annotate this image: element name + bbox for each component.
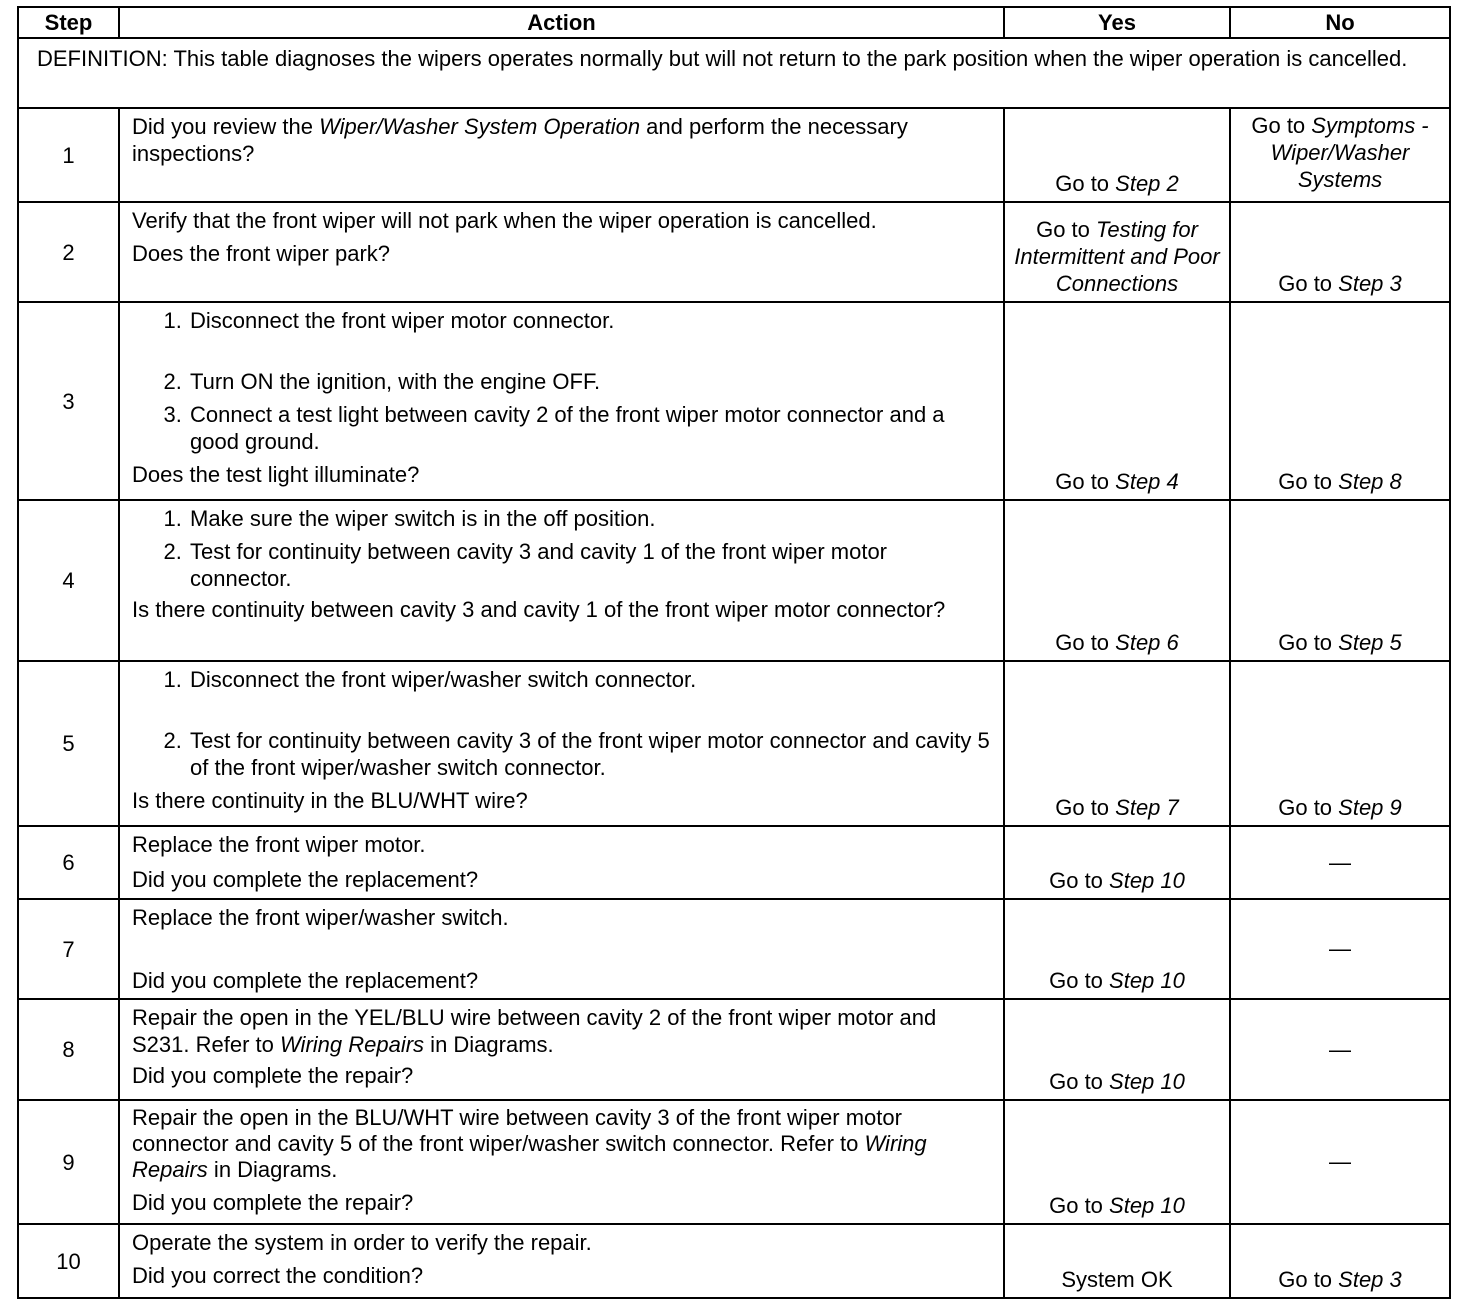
step-number: 1 — [18, 108, 119, 202]
action-cell — [119, 661, 1004, 826]
table-row — [18, 302, 1450, 500]
list-item: 1. Disconnect the front wiper motor connector. — [188, 307, 993, 334]
step-number: 10 — [18, 1224, 119, 1298]
step-number: 7 — [18, 899, 119, 999]
list-item: 2. Test for continuity between cavity 3 and cavity 1 of the front wiper motor connector. — [188, 538, 993, 592]
step-number: 3 — [18, 302, 119, 500]
no-cell: — — [1230, 826, 1450, 899]
step-link[interactable]: Step 5 — [1338, 630, 1402, 655]
reference-link[interactable]: Testing for Intermittent and Poor Connections — [1014, 217, 1220, 296]
question-text: Did you complete the replacement? — [132, 867, 479, 892]
reference-link[interactable]: Wiper/Washer System Operation — [319, 114, 641, 139]
header-yes: Yes — [1004, 7, 1230, 38]
step-link[interactable]: Step 7 — [1115, 795, 1179, 820]
yes-cell: System OK — [1004, 1224, 1230, 1298]
no-cell: Go to Step 3 — [1230, 202, 1450, 302]
action-cell: Verify that the front wiper will not park when the wiper operation is cancelled. Does the front wiper park? — [119, 202, 1004, 302]
yes-cell: Go to Step 10 — [1004, 999, 1230, 1100]
list-item: 2. Turn ON the ignition, with the engine OFF. — [188, 368, 993, 395]
list-item: 1. Make sure the wiper switch is in the off position. — [188, 505, 993, 532]
no-cell: Go to Step 9 — [1230, 661, 1450, 826]
yes-cell: Go to Step 10 — [1004, 826, 1230, 899]
table-row — [18, 202, 1450, 302]
no-cell: — — [1230, 899, 1450, 999]
table-row — [18, 899, 1450, 999]
definition-row — [18, 38, 1450, 108]
step-link[interactable]: Step 4 — [1115, 469, 1179, 494]
action-cell: Repair the open in the BLU/WHT wire between cavity 3 of the front wiper motor connector and cavity 5 of the front wiper/washer switch connector. Refer to Wiring Repairs in Diagrams. Did you complete the repair? — [119, 1100, 1004, 1224]
list-item: 2. Test for continuity between cavity 3 of the front wiper motor connector and cavity 5 of the front wiper/washer switch connector. — [188, 727, 993, 781]
step-number: 5 — [18, 661, 119, 826]
step-number: 8 — [18, 999, 119, 1100]
yes-cell: Go to Step 10 — [1004, 1100, 1230, 1224]
header-row — [18, 7, 1450, 38]
no-cell: Go to Step 5 — [1230, 500, 1450, 661]
question-text: Is there continuity between cavity 3 and cavity 1 of the front wiper motor connector? — [132, 597, 946, 622]
no-cell: — — [1230, 1100, 1450, 1224]
table-row — [18, 661, 1450, 826]
reference-link[interactable]: Wiring Repairs — [132, 1131, 927, 1182]
action-cell — [119, 302, 1004, 500]
step-link[interactable]: Step 3 — [1338, 1267, 1402, 1292]
no-cell: Go to Step 3 — [1230, 1224, 1450, 1298]
yes-cell: Go to Step 7 — [1004, 661, 1230, 826]
question-text: Did you complete the repair? — [132, 1190, 414, 1215]
step-number: 9 — [18, 1100, 119, 1224]
procedure-list — [132, 307, 993, 455]
list-item: 3. Connect a test light between cavity 2 of the front wiper motor connector and a good ground. — [188, 401, 993, 455]
action-cell: Replace the front wiper/washer switch. Did you complete the replacement? — [119, 899, 1004, 999]
diagnostic-table — [17, 6, 1451, 1299]
table-row — [18, 826, 1450, 899]
question-text: Did you correct the condition? — [132, 1263, 424, 1288]
step-link[interactable]: Step 10 — [1109, 1193, 1185, 1218]
step-number: 4 — [18, 500, 119, 661]
procedure-list — [132, 666, 993, 781]
action-cell: Did you review the Wiper/Washer System Operation and perform the necessary inspections? — [119, 108, 1004, 202]
table-row — [18, 999, 1450, 1100]
step-link[interactable]: Step 10 — [1109, 1069, 1185, 1094]
header-no: No — [1230, 7, 1450, 38]
step-number: 6 — [18, 826, 119, 899]
action-cell: Repair the open in the YEL/BLU wire between cavity 2 of the front wiper motor and S231. Refer to Wiring Repairs in Diagrams. Did you complete the repair? — [119, 999, 1004, 1100]
no-cell: Go to Symptoms - Wiper/Washer Systems — [1230, 108, 1450, 202]
step-link[interactable]: Step 2 — [1115, 171, 1179, 196]
question-text: Does the test light illuminate? — [132, 462, 420, 487]
definition-text: DEFINITION: This table diagnoses the wipers operates normally but will not return to the park position when the wiper operation is cancelled. — [18, 38, 1450, 108]
yes-cell: Go to Testing for Intermittent and Poor Connections — [1004, 202, 1230, 302]
list-item: 1. Disconnect the front wiper/washer switch connector. — [188, 666, 993, 693]
action-cell: Operate the system in order to verify the repair. Did you correct the condition? — [119, 1224, 1004, 1298]
table-row — [18, 1100, 1450, 1224]
yes-cell: Go to Step 6 — [1004, 500, 1230, 661]
no-cell: Go to Step 8 — [1230, 302, 1450, 500]
table-row — [18, 1224, 1450, 1298]
question-text: Did you complete the replacement? — [132, 968, 479, 993]
action-cell: Replace the front wiper motor. Did you complete the replacement? — [119, 826, 1004, 899]
step-link[interactable]: Step 3 — [1338, 271, 1402, 296]
table-row — [18, 108, 1450, 202]
reference-link[interactable]: Symptoms - Wiper/Washer Systems — [1270, 113, 1429, 192]
header-action: Action — [119, 7, 1004, 38]
no-cell: — — [1230, 999, 1450, 1100]
step-link[interactable]: Step 8 — [1338, 469, 1402, 494]
reference-link[interactable]: Wiring Repairs — [279, 1032, 425, 1057]
question-text: Does the front wiper park? — [132, 241, 391, 266]
step-link[interactable]: Step 10 — [1109, 968, 1185, 993]
yes-cell: Go to Step 2 — [1004, 108, 1230, 202]
procedure-list — [132, 505, 993, 592]
table-row — [18, 500, 1450, 661]
question-text: Is there continuity in the BLU/WHT wire? — [132, 788, 528, 813]
action-cell — [119, 500, 1004, 661]
step-link[interactable]: Step 10 — [1109, 868, 1185, 893]
step-link[interactable]: Step 9 — [1338, 795, 1402, 820]
yes-cell: Go to Step 10 — [1004, 899, 1230, 999]
step-link[interactable]: Step 6 — [1115, 630, 1179, 655]
question-text: Did you complete the repair? — [132, 1063, 414, 1088]
step-number: 2 — [18, 202, 119, 302]
yes-cell: Go to Step 4 — [1004, 302, 1230, 500]
header-step: Step — [18, 7, 119, 38]
